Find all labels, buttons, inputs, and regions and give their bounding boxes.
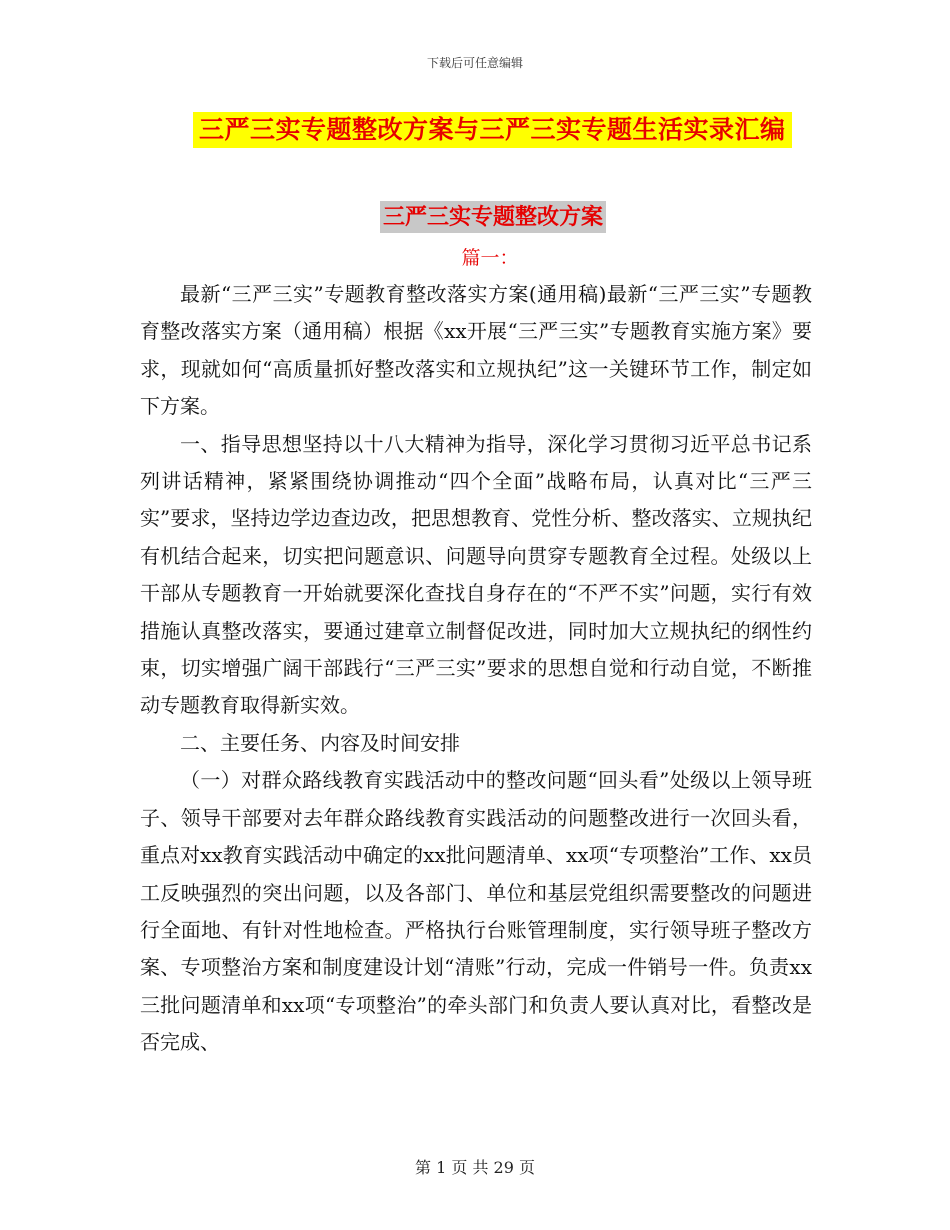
header-note: 下载后可任意编辑 xyxy=(426,56,523,70)
page-footer: 第 1 页 共 29 页 xyxy=(415,1158,535,1177)
chapter-label: 篇一： xyxy=(461,247,519,269)
paragraph-intro: 最新“三严三实”专题教育整改落实方案(通用稿)最新“三严三实”专题教育整改落实方案（通用稿）根据《xx开展“三严三实”专题教育实施方案》要求，现就如何“高质量抓好整改落实和立规执纪”这一关键环节工作，制定如下方案。 xyxy=(140,282,812,419)
paragraph-review-section: （一）对群众路线教育实践活动中的整改问题“回头看”处级以上领导班子、领导干部要对去年群众路线教育实践活动的问题整改进行一次回头看，重点对xx教育实践活动中确定的xx批问题清单、xx项“专项整治”工作、xx员工反映强烈的突出问题，以及各部门、单位和基层党组织需要整改的问题进行全面地、有针对性地检查。严格执行台账管理制度，实行领导班子整改方案、专项整治方案和制度建设计划“清账”行动，完成一件销号一件。负责xx三批问题清单和xx项“专项整治”的牵头部门和负责人要认真对比，看整改是否完成、 xyxy=(140,768,812,1055)
paragraph-main-tasks-heading: 二、主要任务、内容及时间安排 xyxy=(180,730,460,755)
paragraph-guiding-ideology: 一、指导思想坚持以十八大精神为指导，深化学习贯彻习近平总书记系列讲话精神，紧紧围绕协调推动“四个全面”战略布局，认真对比“三严三实”要求，坚持边学边查边改，把思想教育、党性分析、整改落实、立规执纪有机结合起来，切实把问题意识、问题导向贯穿专题教育全过程。处级以上干部从专题教育一开始就要深化查找自身存在的“不严不实”问题，实行有效措施认真整改落实，要通过建章立制督促改进，同时加大立规执纪的纲性约束，切实增强广阔干部践行“三严三实”要求的思想自觉和行动自觉，不断推动专题教育取得新实效。 xyxy=(140,431,812,718)
document-body xyxy=(140,276,812,1062)
section-heading: 三严三实专题整改方案 xyxy=(380,201,606,233)
document-title: 三严三实专题整改方案与三严三实专题生活实录汇编 xyxy=(193,112,792,148)
